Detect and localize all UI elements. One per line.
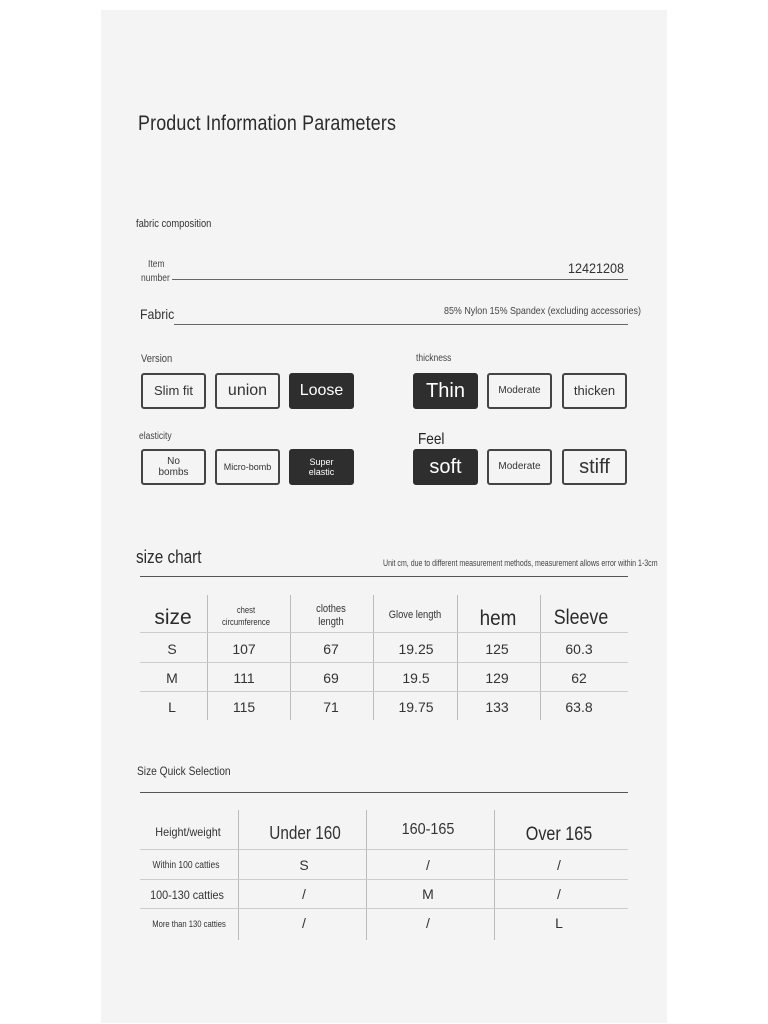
quick-selection-header-over-165: Over 165 xyxy=(525,824,593,845)
size-chart-header-size: size xyxy=(154,606,192,629)
quick-selection-cell: S xyxy=(299,857,309,873)
size-chart-cell: M xyxy=(166,670,178,686)
quick-selection-col-divider xyxy=(366,810,367,940)
fabric-composition-label: fabric composition xyxy=(136,218,212,230)
quick-selection-cell: / xyxy=(557,857,561,873)
quick-selection-row-label: 100-130 catties xyxy=(150,888,224,902)
quick-selection-cell: / xyxy=(557,886,561,902)
quick-selection-title: Size Quick Selection xyxy=(137,764,231,778)
size-chart-cell: 62 xyxy=(571,670,587,686)
size-chart-cell: 19.25 xyxy=(398,641,434,657)
size-chart-cell: 125 xyxy=(485,641,509,657)
size-chart-cell: 71 xyxy=(323,699,339,715)
size-chart-cell: 111 xyxy=(233,670,255,686)
elasticity-option-super-elastic[interactable]: Super elastic xyxy=(289,449,354,485)
page-title: Product Information Parameters xyxy=(138,112,397,135)
elasticity-option-no-bombs[interactable]: No bombs xyxy=(141,449,206,485)
quick-selection-header-height-weight: Height/weight xyxy=(155,825,221,839)
size-chart-row-divider xyxy=(140,632,628,633)
quick-selection-row-label: Within 100 catties xyxy=(152,860,220,871)
size-chart-header-chest: chest circumference xyxy=(221,605,271,627)
version-option-loose[interactable]: Loose xyxy=(289,373,354,409)
quick-selection-row-label: More than 130 catties xyxy=(152,919,226,929)
thickness-option-moderate[interactable]: Moderate xyxy=(487,373,552,409)
quick-selection-col-divider xyxy=(238,810,239,940)
size-chart-row-divider xyxy=(140,662,628,663)
feel-label: Feel xyxy=(418,431,445,448)
size-chart-cell: 19.75 xyxy=(398,699,434,715)
quick-selection-cell: / xyxy=(302,915,306,931)
quick-selection-row-divider xyxy=(140,849,628,850)
size-chart-cell: 107 xyxy=(232,641,256,657)
size-chart-col-divider xyxy=(540,595,541,720)
fabric-value: 85% Nylon 15% Spandex (excluding accessories) xyxy=(444,305,641,317)
feel-option-soft[interactable]: soft xyxy=(413,449,478,485)
quick-selection-col-divider xyxy=(494,810,495,940)
size-chart-cell: 60.3 xyxy=(565,641,593,657)
size-chart-cell: 69 xyxy=(323,670,339,686)
item-number-label-line1: Item xyxy=(148,259,165,270)
size-chart-cell: 63.8 xyxy=(565,699,593,715)
quick-selection-cell: / xyxy=(302,886,306,902)
size-chart-cell: L xyxy=(168,699,176,715)
thickness-label: thickness xyxy=(416,353,452,364)
version-option-slim-fit[interactable]: Slim fit xyxy=(141,373,206,409)
size-chart-cell: S xyxy=(167,641,177,657)
size-chart-col-divider xyxy=(373,595,374,720)
size-chart-note: Unit cm, due to different measurement methods, measurement allows error within 1-3cm xyxy=(383,558,658,568)
feel-option-moderate[interactable]: Moderate xyxy=(487,449,552,485)
quick-selection-cell: L xyxy=(555,915,563,931)
thickness-option-thin[interactable]: Thin xyxy=(413,373,478,409)
fabric-underline xyxy=(174,324,628,325)
quick-selection-row-divider xyxy=(140,908,628,909)
size-chart-cell: 129 xyxy=(485,670,509,686)
quick-selection-row-divider xyxy=(140,879,628,880)
size-chart-title: size chart xyxy=(136,547,202,567)
size-chart-divider xyxy=(140,576,628,577)
size-chart-col-divider xyxy=(207,595,208,720)
quick-selection-cell: M xyxy=(422,886,434,902)
quick-selection-divider xyxy=(140,792,628,793)
size-chart-cell: 133 xyxy=(485,699,509,715)
size-chart-cell: 19.5 xyxy=(402,670,430,686)
item-number-value: 12421208 xyxy=(568,260,625,276)
item-number-underline xyxy=(172,279,628,280)
fabric-label: Fabric xyxy=(140,306,175,322)
thickness-option-thicken[interactable]: thicken xyxy=(562,373,627,409)
size-chart-header-clothes-length: clothes length xyxy=(316,603,346,628)
size-chart-header-hem: hem xyxy=(479,607,517,630)
quick-selection-cell: / xyxy=(426,857,430,873)
elasticity-label: elasticity xyxy=(139,431,172,442)
size-chart-cell: 115 xyxy=(232,699,256,715)
size-chart-col-divider xyxy=(290,595,291,720)
size-chart-col-divider xyxy=(457,595,458,720)
size-chart-cell: 67 xyxy=(323,641,339,657)
size-chart-header-sleeve: Sleeve xyxy=(553,606,609,629)
quick-selection-cell: / xyxy=(426,915,430,931)
version-label: Version xyxy=(141,353,173,365)
size-chart-row-divider xyxy=(140,691,628,692)
item-number-label-line2: number xyxy=(141,273,170,284)
product-info-card xyxy=(101,10,667,1023)
feel-option-stiff[interactable]: stiff xyxy=(562,449,627,485)
quick-selection-header-160-165: 160-165 xyxy=(401,821,455,838)
quick-selection-header-under-160: Under 160 xyxy=(269,823,341,843)
size-chart-header-glove-length: Glove length xyxy=(388,609,442,621)
elasticity-option-micro-bomb[interactable]: Micro-bomb xyxy=(215,449,280,485)
version-option-union[interactable]: union xyxy=(215,373,280,409)
